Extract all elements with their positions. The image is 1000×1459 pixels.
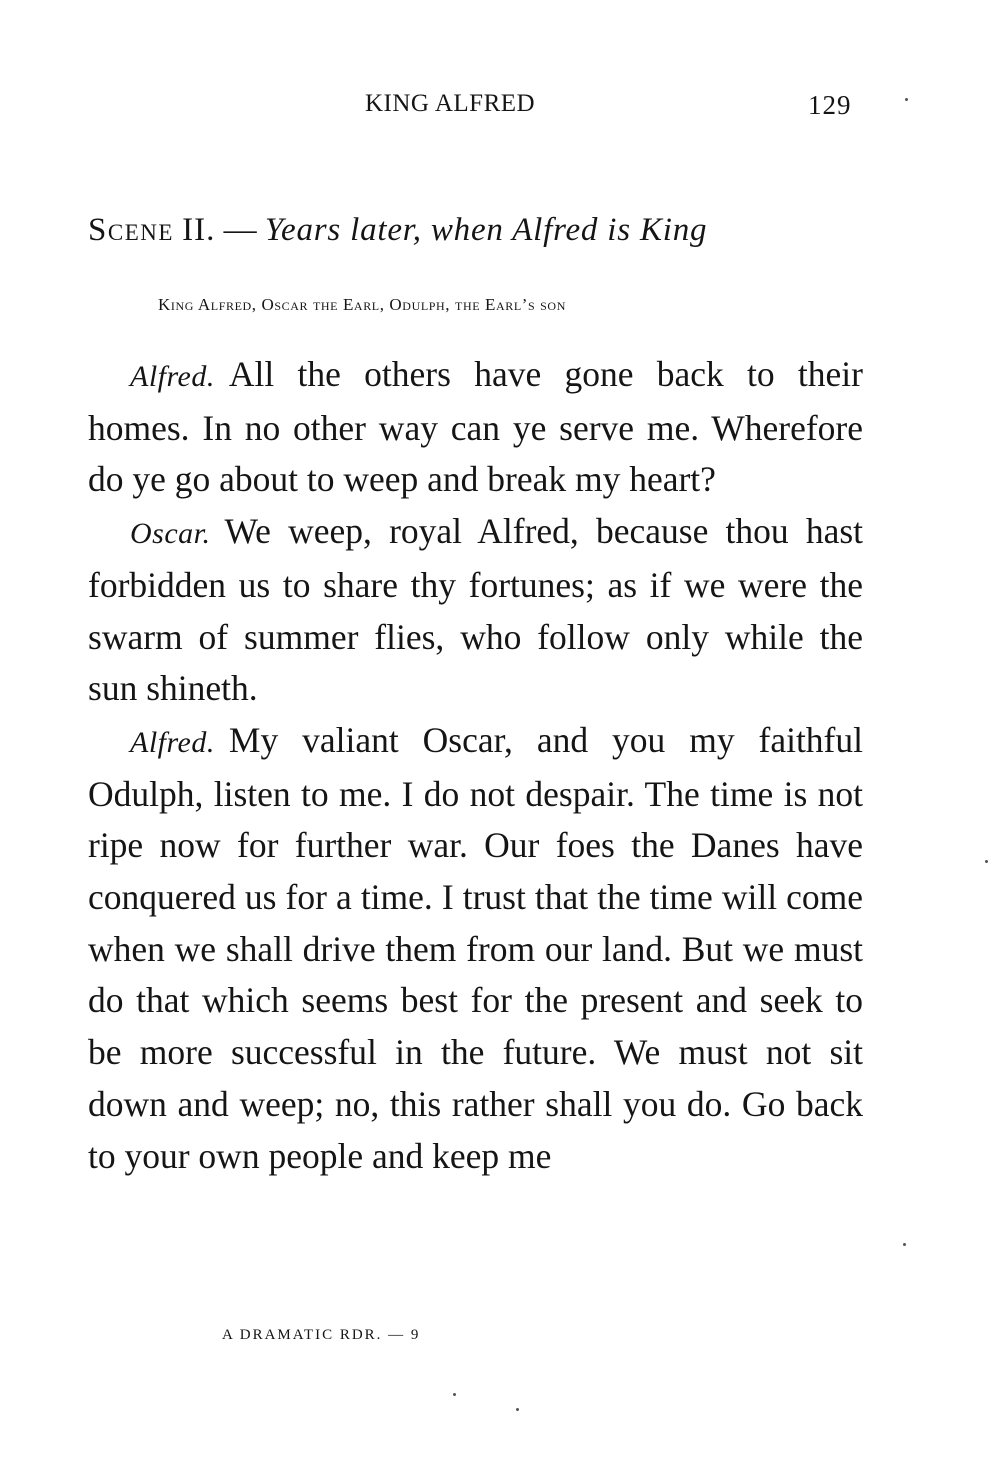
print-speck [985,860,988,863]
page-number: 129 [808,90,852,120]
print-speck [453,1393,456,1396]
speaker-name: Oscar. [130,517,211,551]
speaker-name: Alfred. [130,725,215,759]
speech-alfred-2 [88,715,863,1182]
speech-text: We weep, royal Alfred, because thou hast forbidden us to share thy fortunes; as if we were the swarm of summer flies, who follow only while the sun shineth. [88,511,863,709]
print-speck [905,98,908,101]
speech-text: My valiant Oscar, and you my faithful Odulph, listen to me. I do not despair. The time is not ripe now for further war. Our foes the Danes have conquered us for a time. I trust that the time will come when we shall drive them from our land. But we must do that which seems best for the present and seek to be more successful in the future. We must not sit down and weep; no, this rather shall you do. Go back to your own people and keep me [88,719,863,1176]
speech-alfred-1 [88,349,863,506]
scene-heading [88,212,868,249]
running-head [0,90,1000,126]
scene-dash: — [215,212,265,248]
running-title: KING ALFRED [365,90,536,117]
scene-description: Years later, when Alfred is King [264,212,708,248]
scene-number: II. [182,212,216,248]
speaker-name: Alfred. [130,360,215,393]
speech-oscar-1 [88,506,863,715]
cast-list: King Alfred, Oscar the Earl, Odulph, the Earl’s son [158,295,566,314]
print-speck [903,1243,906,1246]
signature-mark: A DRAMATIC RDR. — 9 [222,1327,421,1343]
scene-label: Scene [88,212,174,248]
speech-text: All the others have gone back to their homes. In no other way can ye serve me. Wherefore do ye go about to weep and break my heart? [88,354,863,500]
dialogue [88,349,863,1182]
print-speck [516,1408,519,1411]
